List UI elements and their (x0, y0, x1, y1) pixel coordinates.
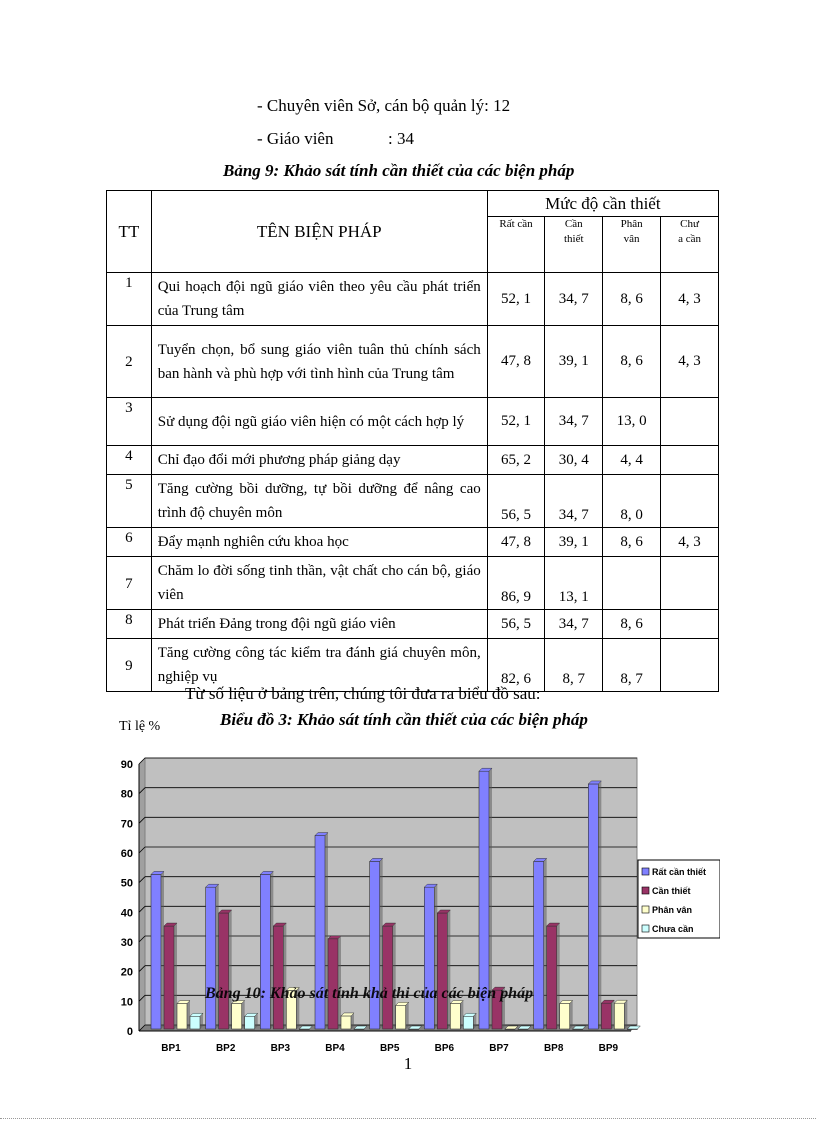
bar (383, 926, 393, 1029)
row-value: 52, 1 (487, 398, 545, 446)
bar (396, 1005, 406, 1029)
y-tick-label: 30 (120, 937, 133, 949)
row-tt: 8 (107, 610, 152, 639)
row-value: 8, 6 (603, 610, 661, 639)
header-group: Mức độ cần thiết (487, 191, 718, 217)
bar (328, 939, 338, 1029)
row-value (603, 557, 661, 610)
bar-side (557, 923, 560, 1029)
header-tt: TT (107, 191, 152, 273)
legend-label: Rất cần thiết (652, 867, 707, 877)
row-value: 8, 6 (603, 528, 661, 557)
plot-side-wall (139, 758, 145, 1031)
row-value: 8, 6 (603, 326, 661, 398)
bar (588, 784, 598, 1029)
x-tick-label: BP7 (489, 1043, 509, 1054)
subhead-chua-can: Chư a cần (661, 217, 719, 273)
row-value: 86, 9 (487, 557, 545, 610)
legend-label: Cần thiết (652, 886, 691, 896)
y-tick-label: 90 (120, 759, 133, 771)
legend-label: Chưa cần (652, 924, 694, 934)
table-row (107, 610, 719, 639)
row-value: 4, 3 (661, 528, 719, 557)
bar (260, 874, 270, 1029)
intro-line-2-label: - Giáo viên (257, 129, 334, 148)
x-tick-label: BP8 (543, 1043, 564, 1054)
x-tick-label: BP6 (434, 1043, 455, 1054)
row-value: 8, 7 (603, 639, 661, 692)
legend-swatch (642, 868, 649, 875)
chart-title: Biểu đồ 3: Khảo sát tính cần thiết của các biện pháp (220, 710, 588, 729)
row-value: 47, 8 (487, 326, 545, 398)
x-tick-label: BP3 (270, 1043, 291, 1054)
bar (341, 1016, 351, 1029)
row-value: 47, 8 (487, 528, 545, 557)
bar (245, 1016, 255, 1029)
bar-side (598, 781, 601, 1029)
row-value (661, 610, 719, 639)
bar-side (544, 858, 547, 1029)
row-value: 8, 7 (545, 639, 603, 692)
row-value: 52, 1 (487, 273, 545, 326)
row-value: 13, 1 (545, 557, 603, 610)
row-tt: 3 (107, 398, 152, 446)
row-value (661, 398, 719, 446)
bar-side (229, 910, 232, 1029)
row-name: Chỉ đạo đổi mới phương pháp giảng dạy (151, 446, 487, 475)
y-tick-label: 70 (120, 818, 133, 831)
legend-swatch (642, 925, 649, 932)
after-table-text: Từ số liệu ở bảng trên, chúng tôi đưa ra biểu đồ sau: (185, 684, 541, 703)
row-value: 30, 4 (545, 446, 603, 475)
intro-line-2-value: : 34 (388, 129, 414, 148)
legend-label: Phân vân (652, 905, 693, 915)
bar (450, 1003, 460, 1029)
legend-swatch (642, 906, 649, 913)
bar (560, 1003, 570, 1029)
row-value (661, 446, 719, 475)
row-value: 39, 1 (545, 528, 603, 557)
bar-side (624, 1000, 627, 1029)
bar-side (570, 1000, 573, 1029)
row-value: 65, 2 (487, 446, 545, 475)
bar-side (242, 1000, 245, 1029)
bar-side (174, 923, 177, 1029)
survey-table (106, 190, 719, 692)
legend-swatch (642, 887, 649, 894)
row-name: Chăm lo đời sống tinh thần, vật chất cho cán bộ, giáo viên (151, 557, 487, 610)
row-value (661, 639, 719, 692)
table-row (107, 446, 719, 475)
table-row (107, 475, 719, 528)
row-value: 13, 0 (603, 398, 661, 446)
bar-side (216, 884, 219, 1029)
row-value: 8, 6 (603, 273, 661, 326)
row-value: 39, 1 (545, 326, 603, 398)
bar (547, 926, 557, 1029)
row-name: Tăng cường bồi dưỡng, tự bồi dưỡng để nâng cao trình độ chuyên môn (151, 475, 487, 528)
table-row (107, 557, 719, 610)
bar (164, 926, 174, 1029)
row-value: 34, 7 (545, 475, 603, 528)
row-value (661, 475, 719, 528)
row-name: Tăng cường công tác kiểm tra đánh giá chuyên môn, nghiệp vụ (151, 639, 487, 692)
bar-side (187, 1000, 190, 1029)
bar (463, 1016, 473, 1029)
x-tick-label: BP2 (215, 1043, 236, 1054)
table-row (107, 528, 719, 557)
row-tt: 1 (107, 273, 152, 326)
bar (190, 1016, 200, 1029)
row-tt: 9 (107, 639, 152, 692)
row-value: 56, 5 (487, 475, 545, 528)
row-value: 82, 6 (487, 639, 545, 692)
subhead-rat-can: Rất cần (487, 217, 545, 273)
bar (601, 1003, 611, 1029)
bar (232, 1003, 242, 1029)
bar (177, 1003, 187, 1029)
header-name: TÊN BIỆN PHÁP (151, 191, 487, 273)
row-name: Qui hoạch đội ngũ giáo viên theo yêu cầu phát triển của Trung tâm (151, 273, 487, 326)
bar-side (161, 871, 164, 1029)
bar-side (270, 871, 273, 1029)
bar (151, 874, 161, 1029)
bar (273, 926, 283, 1029)
y-tick-label: 80 (120, 788, 133, 801)
chart-ylabel: Tỉ lệ % (119, 719, 161, 734)
row-value: 4, 4 (603, 446, 661, 475)
bar-side (393, 923, 396, 1029)
bar (370, 861, 380, 1029)
row-name: Tuyển chọn, bổ sung giáo viên tuân thủ chính sách ban hành và phù hợp với tình hình của Trung tâm (151, 326, 487, 398)
subhead-can-thiet: Cần thiết (545, 217, 603, 273)
bar-side (283, 923, 286, 1029)
page-divider (0, 1118, 816, 1119)
y-tick-label: 0 (126, 1026, 133, 1038)
overlay-table-title: Bảng 10: Khảo sát tính khả thi của các biện pháp (205, 985, 534, 1002)
table-row (107, 398, 719, 446)
row-tt: 7 (107, 557, 152, 610)
x-tick-label: BP1 (161, 1043, 181, 1054)
bar (437, 913, 447, 1029)
bar-side (460, 1000, 463, 1029)
y-tick-label: 40 (120, 907, 133, 920)
row-value: 56, 5 (487, 610, 545, 639)
row-name: Đẩy mạnh nghiên cứu khoa học (151, 528, 487, 557)
bar-chart (100, 745, 720, 1055)
x-tick-label: BP9 (598, 1043, 619, 1054)
bar-side (380, 858, 383, 1029)
bar-side (611, 1000, 614, 1029)
row-value: 4, 3 (661, 273, 719, 326)
table-row (107, 326, 719, 398)
intro-line-1: - Chuyên viên Sở, cán bộ quản lý: 12 (257, 96, 511, 115)
row-value: 34, 7 (545, 610, 603, 639)
row-tt: 5 (107, 475, 152, 528)
row-value: 8, 0 (603, 475, 661, 528)
bar-side (406, 1002, 409, 1029)
bar-side (447, 910, 450, 1029)
row-value: 34, 7 (545, 273, 603, 326)
page-number: 1 (403, 1054, 413, 1073)
table-title: Bảng 9: Khảo sát tính cần thiết của các biện pháp (223, 161, 575, 180)
y-tick-label: 10 (120, 996, 133, 1009)
bar (206, 887, 216, 1029)
row-tt: 2 (107, 326, 152, 398)
row-value: 34, 7 (545, 398, 603, 446)
row-tt: 4 (107, 446, 152, 475)
row-tt: 6 (107, 528, 152, 557)
row-value (661, 557, 719, 610)
x-tick-label: BP4 (325, 1043, 345, 1054)
bar (614, 1003, 624, 1029)
bar (534, 861, 544, 1029)
row-name: Phát triển Đảng trong đội ngũ giáo viên (151, 610, 487, 639)
row-name: Sử dụng đội ngũ giáo viên hiện có một cách hợp lý (151, 398, 487, 446)
y-tick-label: 60 (120, 848, 133, 860)
y-tick-label: 20 (120, 966, 133, 979)
bar (219, 913, 229, 1029)
bar (424, 887, 434, 1029)
table-row (107, 273, 719, 326)
row-value: 4, 3 (661, 326, 719, 398)
bar-side (338, 936, 341, 1029)
x-tick-label: BP5 (379, 1043, 400, 1054)
bar-side (434, 884, 437, 1029)
y-tick-label: 50 (120, 877, 133, 890)
subhead-phan-van: Phân vân (603, 217, 661, 273)
